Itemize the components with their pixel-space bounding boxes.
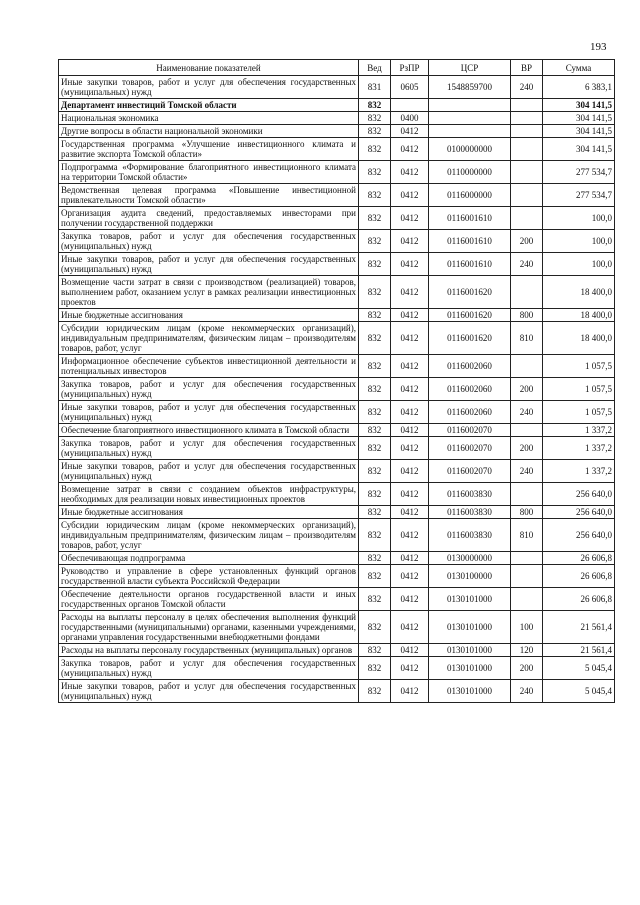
table-row <box>59 184 615 207</box>
table-row <box>59 355 615 378</box>
cell-name: Иные закупки товаров, работ и услуг для обеспечения государственных (муниципальных) нужд <box>59 76 359 99</box>
cell-rzpr: 0412 <box>391 125 429 138</box>
cell-name: Обеспечение деятельности органов государственной власти и иных государственных органов Томской области <box>59 588 359 611</box>
cell-name: Иные закупки товаров, работ и услуг для обеспечения государственных (муниципальных) нужд <box>59 401 359 424</box>
cell-rzpr: 0412 <box>391 230 429 253</box>
cell-csr: 0116003830 <box>429 506 511 519</box>
cell-ved: 832 <box>359 483 391 506</box>
header-vr: ВР <box>511 60 543 76</box>
cell-sum: 1 337,2 <box>543 424 615 437</box>
header-row <box>59 60 615 76</box>
cell-rzpr: 0412 <box>391 322 429 355</box>
cell-ved: 832 <box>359 519 391 552</box>
cell-csr: 0130101000 <box>429 680 511 703</box>
cell-name: Субсидии юридическим лицам (кроме некоммерческих организаций), индивидуальным предпринимателям, физическим лицам – производителям товаров, работ, услуг <box>59 519 359 552</box>
cell-csr: 0116003830 <box>429 519 511 552</box>
cell-ved: 832 <box>359 276 391 309</box>
cell-ved: 832 <box>359 460 391 483</box>
cell-csr: 0116001620 <box>429 309 511 322</box>
cell-ved: 832 <box>359 611 391 644</box>
cell-csr: 0130101000 <box>429 611 511 644</box>
cell-csr: 0116001620 <box>429 276 511 309</box>
cell-rzpr: 0412 <box>391 276 429 309</box>
table-row <box>59 565 615 588</box>
table-row <box>59 125 615 138</box>
cell-ved: 832 <box>359 552 391 565</box>
cell-csr <box>429 125 511 138</box>
cell-vr: 200 <box>511 437 543 460</box>
cell-sum: 100,0 <box>543 230 615 253</box>
cell-vr: 200 <box>511 657 543 680</box>
page-number: 193 <box>590 41 607 53</box>
table-row <box>59 552 615 565</box>
cell-vr <box>511 588 543 611</box>
cell-name: Департамент инвестиций Томской области <box>59 99 359 112</box>
cell-rzpr: 0412 <box>391 644 429 657</box>
cell-sum: 1 337,2 <box>543 437 615 460</box>
cell-vr <box>511 125 543 138</box>
cell-rzpr: 0412 <box>391 519 429 552</box>
header-sum: Сумма <box>543 60 615 76</box>
cell-name: Возмещение части затрат в связи с производством (реализацией) товаров, выполнением работ, оказанием услуг в рамках реализации инвестиционных проектов <box>59 276 359 309</box>
cell-sum: 6 383,1 <box>543 76 615 99</box>
cell-name: Расходы на выплаты персоналу государственных (муниципальных) органов <box>59 644 359 657</box>
table-row <box>59 230 615 253</box>
cell-csr <box>429 112 511 125</box>
cell-vr: 810 <box>511 322 543 355</box>
cell-name: Государственная программа «Улучшение инвестиционного климата и развитие экспорта Томской области» <box>59 138 359 161</box>
cell-csr: 0130101000 <box>429 657 511 680</box>
cell-rzpr: 0412 <box>391 565 429 588</box>
cell-name: Национальная экономика <box>59 112 359 125</box>
cell-name: Закупка товаров, работ и услуг для обеспечения государственных (муниципальных) нужд <box>59 437 359 460</box>
table-row <box>59 506 615 519</box>
cell-sum: 1 057,5 <box>543 378 615 401</box>
cell-name: Закупка товаров, работ и услуг для обеспечения государственных (муниципальных) нужд <box>59 378 359 401</box>
cell-rzpr: 0412 <box>391 253 429 276</box>
cell-vr <box>511 483 543 506</box>
cell-name: Иные бюджетные ассигнования <box>59 506 359 519</box>
table-row <box>59 76 615 99</box>
cell-vr <box>511 184 543 207</box>
cell-csr: 0116002060 <box>429 401 511 424</box>
table-row <box>59 460 615 483</box>
cell-ved: 832 <box>359 253 391 276</box>
cell-rzpr: 0412 <box>391 207 429 230</box>
cell-vr <box>511 112 543 125</box>
cell-vr: 800 <box>511 506 543 519</box>
cell-csr: 1548859700 <box>429 76 511 99</box>
cell-csr: 0116003830 <box>429 483 511 506</box>
cell-csr <box>429 99 511 112</box>
table-row <box>59 657 615 680</box>
cell-rzpr: 0412 <box>391 552 429 565</box>
cell-sum: 304 141,5 <box>543 125 615 138</box>
cell-vr: 200 <box>511 378 543 401</box>
cell-vr: 240 <box>511 680 543 703</box>
cell-sum: 5 045,4 <box>543 657 615 680</box>
cell-rzpr: 0412 <box>391 378 429 401</box>
table-row <box>59 378 615 401</box>
table-row <box>59 253 615 276</box>
cell-sum: 26 606,8 <box>543 565 615 588</box>
cell-rzpr: 0412 <box>391 184 429 207</box>
cell-vr <box>511 424 543 437</box>
header-rzpr: РзПР <box>391 60 429 76</box>
cell-name: Иные бюджетные ассигнования <box>59 309 359 322</box>
cell-rzpr: 0412 <box>391 424 429 437</box>
cell-vr <box>511 99 543 112</box>
cell-csr: 0116002060 <box>429 378 511 401</box>
cell-vr <box>511 161 543 184</box>
table-row <box>59 588 615 611</box>
cell-rzpr: 0412 <box>391 309 429 322</box>
cell-sum: 18 400,0 <box>543 309 615 322</box>
cell-rzpr: 0412 <box>391 355 429 378</box>
cell-ved: 831 <box>359 76 391 99</box>
cell-name: Иные закупки товаров, работ и услуг для обеспечения государственных (муниципальных) нужд <box>59 680 359 703</box>
cell-vr: 100 <box>511 611 543 644</box>
cell-name: Иные закупки товаров, работ и услуг для обеспечения государственных (муниципальных) нужд <box>59 460 359 483</box>
table-row <box>59 437 615 460</box>
cell-csr: 0110000000 <box>429 161 511 184</box>
cell-sum: 277 534,7 <box>543 161 615 184</box>
cell-sum: 26 606,8 <box>543 588 615 611</box>
cell-sum: 21 561,4 <box>543 644 615 657</box>
cell-ved: 832 <box>359 230 391 253</box>
cell-ved: 832 <box>359 437 391 460</box>
cell-rzpr: 0412 <box>391 460 429 483</box>
cell-ved: 832 <box>359 125 391 138</box>
cell-vr: 800 <box>511 309 543 322</box>
cell-csr: 0116002070 <box>429 424 511 437</box>
cell-name: Руководство и управление в сфере установленных функций органов государственной власти субъекта Российской Федерации <box>59 565 359 588</box>
cell-sum: 1 057,5 <box>543 355 615 378</box>
cell-ved: 832 <box>359 138 391 161</box>
cell-name: Обеспечение благоприятного инвестиционного климата в Томской области <box>59 424 359 437</box>
cell-sum: 18 400,0 <box>543 276 615 309</box>
cell-sum: 304 141,5 <box>543 112 615 125</box>
cell-name: Закупка товаров, работ и услуг для обеспечения государственных (муниципальных) нужд <box>59 230 359 253</box>
cell-sum: 304 141,5 <box>543 138 615 161</box>
cell-name: Закупка товаров, работ и услуг для обеспечения государственных (муниципальных) нужд <box>59 657 359 680</box>
cell-sum: 26 606,8 <box>543 552 615 565</box>
cell-csr: 0130100000 <box>429 565 511 588</box>
cell-csr: 0116000000 <box>429 184 511 207</box>
cell-csr: 0130000000 <box>429 552 511 565</box>
cell-vr: 120 <box>511 644 543 657</box>
cell-rzpr: 0605 <box>391 76 429 99</box>
cell-ved: 832 <box>359 355 391 378</box>
header-ved: Вед <box>359 60 391 76</box>
cell-ved: 832 <box>359 657 391 680</box>
cell-name: Подпрограмма «Формирование благоприятного инвестиционного климата на территории Томской области» <box>59 161 359 184</box>
cell-sum: 100,0 <box>543 207 615 230</box>
cell-sum: 100,0 <box>543 253 615 276</box>
cell-vr: 200 <box>511 230 543 253</box>
cell-sum: 256 640,0 <box>543 506 615 519</box>
cell-vr: 810 <box>511 519 543 552</box>
cell-ved: 832 <box>359 506 391 519</box>
cell-csr: 0116002070 <box>429 460 511 483</box>
cell-csr: 0130101000 <box>429 588 511 611</box>
cell-rzpr: 0412 <box>391 657 429 680</box>
cell-ved: 832 <box>359 161 391 184</box>
cell-csr: 0116002070 <box>429 437 511 460</box>
cell-sum: 21 561,4 <box>543 611 615 644</box>
cell-sum: 304 141,5 <box>543 99 615 112</box>
cell-ved: 832 <box>359 309 391 322</box>
cell-sum: 256 640,0 <box>543 519 615 552</box>
cell-rzpr: 0412 <box>391 680 429 703</box>
cell-sum: 1 337,2 <box>543 460 615 483</box>
cell-ved: 832 <box>359 207 391 230</box>
cell-rzpr: 0412 <box>391 506 429 519</box>
cell-csr: 0116001610 <box>429 253 511 276</box>
cell-ved: 832 <box>359 322 391 355</box>
cell-ved: 832 <box>359 99 391 112</box>
cell-vr: 240 <box>511 76 543 99</box>
header-name: Наименование показателей <box>59 60 359 76</box>
cell-sum: 1 057,5 <box>543 401 615 424</box>
table-row <box>59 138 615 161</box>
table-row <box>59 207 615 230</box>
table-row <box>59 680 615 703</box>
table-row <box>59 322 615 355</box>
cell-vr <box>511 355 543 378</box>
cell-sum: 5 045,4 <box>543 680 615 703</box>
table-row <box>59 424 615 437</box>
cell-rzpr: 0412 <box>391 588 429 611</box>
cell-name: Расходы на выплаты персоналу в целях обеспечения выполнения функций государственными (муниципальными) органами, казенными учреждениями, органами управления государственными внебюджетными фондами <box>59 611 359 644</box>
cell-csr: 0116001620 <box>429 322 511 355</box>
cell-rzpr: 0412 <box>391 611 429 644</box>
cell-rzpr: 0400 <box>391 112 429 125</box>
cell-ved: 832 <box>359 112 391 125</box>
table-row <box>59 483 615 506</box>
cell-vr <box>511 138 543 161</box>
cell-name: Обеспечивающая подпрограмма <box>59 552 359 565</box>
table-row <box>59 611 615 644</box>
cell-ved: 832 <box>359 401 391 424</box>
cell-rzpr <box>391 99 429 112</box>
cell-ved: 832 <box>359 424 391 437</box>
cell-csr: 0116001610 <box>429 207 511 230</box>
cell-rzpr: 0412 <box>391 161 429 184</box>
cell-rzpr: 0412 <box>391 138 429 161</box>
table-row <box>59 519 615 552</box>
cell-name: Организация аудита сведений, предоставляемых инвесторами при получении государственной поддержки <box>59 207 359 230</box>
table-row <box>59 309 615 322</box>
table-row <box>59 276 615 309</box>
cell-name: Иные закупки товаров, работ и услуг для обеспечения государственных (муниципальных) нужд <box>59 253 359 276</box>
budget-table <box>58 59 615 703</box>
cell-ved: 832 <box>359 644 391 657</box>
cell-rzpr: 0412 <box>391 401 429 424</box>
cell-ved: 832 <box>359 378 391 401</box>
table-row <box>59 112 615 125</box>
cell-name: Другие вопросы в области национальной экономики <box>59 125 359 138</box>
cell-sum: 256 640,0 <box>543 483 615 506</box>
cell-name: Информационное обеспечение субъектов инвестиционной деятельности и потенциальных инвесторов <box>59 355 359 378</box>
table-row <box>59 161 615 184</box>
table-row <box>59 99 615 112</box>
cell-name: Ведомственная целевая программа «Повышение инвестиционной привлекательности Томской области» <box>59 184 359 207</box>
cell-rzpr: 0412 <box>391 483 429 506</box>
cell-csr: 0130101000 <box>429 644 511 657</box>
cell-vr <box>511 207 543 230</box>
cell-name: Возмещение затрат в связи с созданием объектов инфраструктуры, необходимых для реализации новых инвестиционных проектов <box>59 483 359 506</box>
table-row <box>59 401 615 424</box>
cell-sum: 277 534,7 <box>543 184 615 207</box>
cell-ved: 832 <box>359 565 391 588</box>
cell-vr: 240 <box>511 253 543 276</box>
cell-vr <box>511 276 543 309</box>
cell-vr <box>511 552 543 565</box>
header-csr: ЦСР <box>429 60 511 76</box>
cell-csr: 0116002060 <box>429 355 511 378</box>
cell-vr <box>511 565 543 588</box>
cell-ved: 832 <box>359 588 391 611</box>
cell-sum: 18 400,0 <box>543 322 615 355</box>
cell-name: Субсидии юридическим лицам (кроме некоммерческих организаций), индивидуальным предпринимателям, физическим лицам – производителям товаров, работ, услуг <box>59 322 359 355</box>
cell-csr: 0116001610 <box>429 230 511 253</box>
cell-vr: 240 <box>511 460 543 483</box>
cell-ved: 832 <box>359 680 391 703</box>
table-body <box>59 76 615 703</box>
cell-ved: 832 <box>359 184 391 207</box>
cell-vr: 240 <box>511 401 543 424</box>
table-row <box>59 644 615 657</box>
cell-rzpr: 0412 <box>391 437 429 460</box>
cell-csr: 0100000000 <box>429 138 511 161</box>
